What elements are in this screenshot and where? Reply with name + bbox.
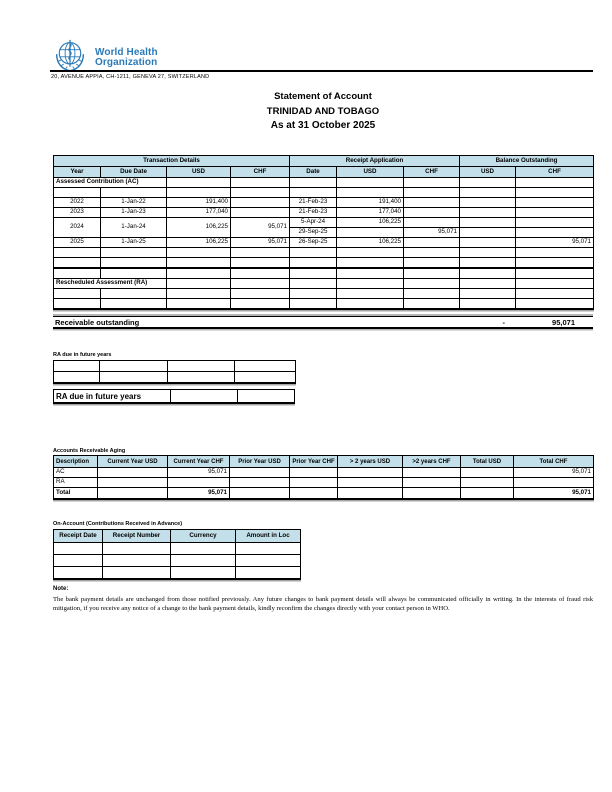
empty-cell — [516, 228, 594, 238]
empty-cell — [460, 238, 516, 248]
empty-cell — [516, 258, 594, 269]
empty-cell — [516, 198, 594, 208]
empty-cell — [235, 361, 296, 372]
empty-cell — [231, 208, 290, 218]
empty-cell — [290, 488, 338, 500]
who-wordmark — [95, 48, 158, 69]
empty-cell — [101, 188, 167, 198]
section-label-rescheduled-assessment: Rescheduled Assessment (RA) — [54, 279, 167, 289]
empty-cell — [231, 258, 290, 269]
empty-row — [54, 361, 296, 372]
receivable-outstanding-chf: 95,071 — [552, 317, 575, 327]
receipt-date-cell: 21-Feb-23 — [290, 208, 337, 218]
empty-cell — [167, 258, 231, 269]
empty-row — [54, 289, 594, 299]
header-divider — [50, 70, 593, 72]
who-wordmark-line2: Organization — [95, 57, 158, 68]
usd-cell: 177,040 — [167, 208, 231, 218]
empty-cell — [403, 478, 461, 488]
empty-cell — [337, 248, 404, 258]
empty-cell — [404, 279, 460, 289]
empty-cell — [168, 361, 235, 372]
empty-cell — [404, 198, 460, 208]
empty-cell — [404, 238, 460, 248]
empty-cell — [338, 468, 403, 478]
empty-cell — [101, 268, 167, 279]
empty-cell — [103, 567, 171, 580]
empty-cell — [167, 268, 231, 279]
empty-row — [54, 372, 296, 384]
on-account-header-receipt-number: Receipt Number — [103, 530, 171, 543]
empty-cell — [460, 228, 516, 238]
empty-cell — [516, 268, 594, 279]
table-row — [54, 530, 301, 543]
empty-cell — [231, 198, 290, 208]
empty-cell — [98, 488, 168, 500]
empty-cell — [167, 188, 231, 198]
empty-cell — [230, 488, 290, 500]
usd-cell: 106,225 — [167, 238, 231, 248]
receipt-date-cell: 5-Apr-24 — [290, 218, 337, 228]
empty-cell — [167, 248, 231, 258]
empty-cell — [235, 372, 296, 384]
empty-cell — [516, 248, 594, 258]
empty-cell — [404, 299, 460, 310]
empty-row — [54, 299, 594, 310]
empty-cell — [460, 248, 516, 258]
aging-header-current-year-chf: Current Year CHF — [168, 456, 230, 468]
empty-row — [54, 555, 301, 567]
empty-cell — [338, 488, 403, 500]
empty-cell — [103, 543, 171, 555]
due-date-cell: 1-Jan-23 — [101, 208, 167, 218]
receipt-chf-cell: 95,071 — [404, 228, 460, 238]
usd-cell: 106,225 — [167, 218, 231, 238]
empty-cell — [236, 555, 301, 567]
empty-cell — [460, 258, 516, 269]
group-header-transaction-details: Transaction Details — [54, 156, 290, 167]
on-account-header-receipt-date: Receipt Date — [54, 530, 103, 543]
empty-row — [54, 248, 594, 258]
receipt-usd-cell: 191,400 — [337, 198, 404, 208]
aging-header-total-chf: Total CHF — [514, 456, 594, 468]
receipt-usd-cell: 177,040 — [337, 208, 404, 218]
empty-cell — [231, 188, 290, 198]
empty-cell — [54, 248, 101, 258]
year-cell: 2025 — [54, 238, 101, 248]
empty-cell — [404, 289, 460, 299]
empty-cell — [171, 390, 238, 402]
empty-cell — [100, 372, 168, 384]
note-text: The bank payment details are unchanged from those notified previously. Any future changes to bank payment details will always be communicated officially in writing. In the interests of fraud risk mitigation, if you receive any notice of a change to the bank payment details, kindly reconfirm the changes directly with your contact person in WHO. — [53, 596, 593, 612]
empty-cell — [404, 188, 460, 198]
empty-cell — [461, 468, 514, 478]
empty-cell — [516, 188, 594, 198]
empty-cell — [54, 372, 100, 384]
group-header-balance-outstanding: Balance Outstanding — [460, 156, 594, 167]
year-cell: 2023 — [54, 208, 101, 218]
empty-cell — [290, 468, 338, 478]
aging-total-current-year-chf: 95,071 — [168, 488, 230, 500]
empty-cell — [171, 567, 236, 580]
receivable-outstanding-row — [53, 316, 593, 329]
aging-header-prior-year-usd: Prior Year USD — [230, 456, 290, 468]
transactions-table-wrap — [53, 155, 594, 310]
section-label-assessed-contribution: Assessed Contribution (AC) — [54, 178, 167, 188]
empty-cell — [171, 543, 236, 555]
col-header-due-date: Due Date — [101, 167, 167, 178]
empty-cell — [167, 289, 231, 299]
empty-cell — [236, 543, 301, 555]
table-row-2023 — [54, 208, 594, 218]
empty-cell — [516, 218, 594, 228]
empty-cell — [404, 248, 460, 258]
empty-cell — [516, 299, 594, 310]
aging-row-ac — [54, 468, 594, 478]
empty-cell — [404, 258, 460, 269]
empty-cell — [460, 178, 516, 188]
empty-cell — [54, 567, 103, 580]
table-row — [54, 178, 594, 188]
aging-ac-current-year-chf: 95,071 — [168, 468, 230, 478]
receipt-usd-cell: 106,225 — [337, 218, 404, 228]
aging-row-total — [54, 488, 594, 500]
table-row-2025 — [54, 238, 594, 248]
empty-cell — [231, 279, 290, 289]
aging-header-description: Description — [54, 456, 98, 468]
chf-cell: 95,071 — [231, 238, 290, 248]
table-row-2024 — [54, 218, 594, 228]
empty-cell — [338, 478, 403, 488]
as-at-date: As at 31 October 2025 — [270, 120, 376, 131]
empty-row — [54, 567, 301, 580]
empty-cell — [231, 248, 290, 258]
empty-cell — [337, 228, 404, 238]
ra-future-years-total-row — [53, 389, 295, 404]
due-date-cell: 1-Jan-24 — [101, 218, 167, 238]
empty-cell — [230, 468, 290, 478]
empty-row — [54, 258, 594, 269]
ra-future-years-table — [53, 360, 296, 384]
empty-cell — [337, 268, 404, 279]
empty-cell — [516, 289, 594, 299]
ra-future-years-total-label: RA due in future years — [54, 390, 171, 402]
empty-cell — [404, 208, 460, 218]
empty-cell — [337, 289, 404, 299]
empty-cell — [337, 178, 404, 188]
empty-cell — [54, 543, 103, 555]
col-header-receipt-usd: USD — [337, 167, 404, 178]
aging-header-2years-usd: > 2 years USD — [338, 456, 403, 468]
receipt-date-cell: 21-Feb-23 — [290, 198, 337, 208]
empty-cell — [54, 268, 101, 279]
who-wordmark-line1: World Health — [95, 46, 158, 58]
table-row — [54, 279, 594, 289]
empty-cell — [54, 299, 101, 310]
empty-cell — [54, 188, 101, 198]
empty-row — [54, 268, 594, 279]
empty-cell — [404, 218, 460, 228]
empty-cell — [460, 299, 516, 310]
balance-chf-cell: 95,071 — [516, 238, 594, 248]
col-header-usd: USD — [167, 167, 231, 178]
receivable-outstanding-label: Receivable outstanding — [55, 317, 140, 327]
empty-cell — [460, 289, 516, 299]
col-header-balance-chf: CHF — [516, 167, 594, 178]
empty-cell — [54, 555, 103, 567]
group-header-receipt-application: Receipt Application — [290, 156, 460, 167]
empty-cell — [404, 178, 460, 188]
empty-cell — [460, 279, 516, 289]
empty-cell — [168, 478, 230, 488]
table-row — [54, 156, 594, 167]
transactions-table — [53, 155, 594, 310]
empty-cell — [290, 178, 337, 188]
empty-cell — [337, 279, 404, 289]
empty-cell — [167, 178, 231, 188]
table-row-2022 — [54, 198, 594, 208]
empty-cell — [231, 299, 290, 310]
empty-row — [54, 188, 594, 198]
empty-row — [54, 543, 301, 555]
empty-cell — [168, 372, 235, 384]
receipt-usd-cell: 106,225 — [337, 238, 404, 248]
table-row — [54, 456, 594, 468]
empty-cell — [337, 258, 404, 269]
who-address: 20, AVENUE APPIA, CH-1211, GENEVA 27, SWITZERLAND — [51, 74, 210, 80]
aging-table — [53, 455, 594, 500]
empty-cell — [101, 258, 167, 269]
empty-cell — [236, 567, 301, 580]
aging-header-current-year-usd: Current Year USD — [98, 456, 168, 468]
empty-cell — [290, 299, 337, 310]
empty-cell — [167, 299, 231, 310]
receipt-date-cell: 29-Sep-25 — [290, 228, 337, 238]
empty-cell — [403, 468, 461, 478]
empty-cell — [290, 258, 337, 269]
empty-cell — [54, 258, 101, 269]
empty-cell — [461, 488, 514, 500]
empty-cell — [460, 218, 516, 228]
aging-row-ra — [54, 478, 594, 488]
empty-cell — [337, 188, 404, 198]
aging-header-prior-year-chf: Prior Year CHF — [290, 456, 338, 468]
empty-cell — [101, 299, 167, 310]
receipt-date-cell: 26-Sep-25 — [290, 238, 337, 248]
empty-cell — [103, 555, 171, 567]
ra-future-years-label: RA due in future years — [53, 352, 112, 358]
empty-cell — [238, 390, 294, 402]
usd-cell: 191,400 — [167, 198, 231, 208]
receivable-outstanding-usd: - — [502, 317, 505, 327]
empty-cell — [290, 188, 337, 198]
country-name: TRINIDAD AND TOBAGO — [266, 105, 380, 117]
empty-cell — [100, 361, 168, 372]
aging-ac-total-chf: 95,071 — [514, 468, 594, 478]
empty-cell — [101, 289, 167, 299]
empty-cell — [404, 268, 460, 279]
on-account-header-currency: Currency — [171, 530, 236, 543]
empty-cell — [460, 268, 516, 279]
on-account-header-amount: Amount in Loc — [236, 530, 301, 543]
empty-cell — [171, 555, 236, 567]
empty-cell — [290, 248, 337, 258]
col-header-balance-usd: USD — [460, 167, 516, 178]
empty-cell — [461, 478, 514, 488]
aging-ra-label: RA — [54, 478, 98, 488]
empty-cell — [230, 478, 290, 488]
col-header-receipt-date: Date — [290, 167, 337, 178]
empty-cell — [290, 279, 337, 289]
aging-total-total-chf: 95,071 — [514, 488, 594, 500]
empty-cell — [231, 268, 290, 279]
empty-cell — [290, 478, 338, 488]
empty-cell — [54, 289, 101, 299]
aging-total-label: Total — [54, 488, 98, 500]
document-title: Statement of Account — [274, 91, 372, 102]
empty-cell — [460, 208, 516, 218]
due-date-cell: 1-Jan-22 — [101, 198, 167, 208]
empty-cell — [290, 289, 337, 299]
note-label: Note: — [53, 586, 69, 592]
empty-cell — [231, 178, 290, 188]
empty-cell — [516, 208, 594, 218]
aging-title: Accounts Receivable Aging — [53, 448, 126, 454]
col-header-receipt-chf: CHF — [404, 167, 460, 178]
on-account-title: On-Account (Contributions Received in Advance) — [53, 521, 183, 527]
empty-cell — [514, 478, 594, 488]
empty-cell — [98, 468, 168, 478]
aging-ac-label: AC — [54, 468, 98, 478]
col-header-year: Year — [54, 167, 101, 178]
empty-cell — [290, 268, 337, 279]
on-account-table — [53, 529, 301, 580]
empty-cell — [231, 289, 290, 299]
year-cell: 2024 — [54, 218, 101, 238]
table-row — [54, 167, 594, 178]
empty-cell — [516, 279, 594, 289]
empty-cell — [98, 478, 168, 488]
col-header-chf: CHF — [231, 167, 290, 178]
year-cell: 2022 — [54, 198, 101, 208]
aging-header-total-usd: Total USD — [461, 456, 514, 468]
empty-cell — [337, 299, 404, 310]
empty-cell — [167, 279, 231, 289]
empty-cell — [101, 248, 167, 258]
empty-cell — [516, 178, 594, 188]
empty-cell — [54, 361, 100, 372]
empty-cell — [403, 488, 461, 500]
chf-cell: 95,071 — [231, 218, 290, 238]
empty-cell — [460, 198, 516, 208]
due-date-cell: 1-Jan-25 — [101, 238, 167, 248]
aging-header-2years-chf: >2 years CHF — [403, 456, 461, 468]
document-titles — [36, 91, 610, 131]
empty-cell — [460, 188, 516, 198]
